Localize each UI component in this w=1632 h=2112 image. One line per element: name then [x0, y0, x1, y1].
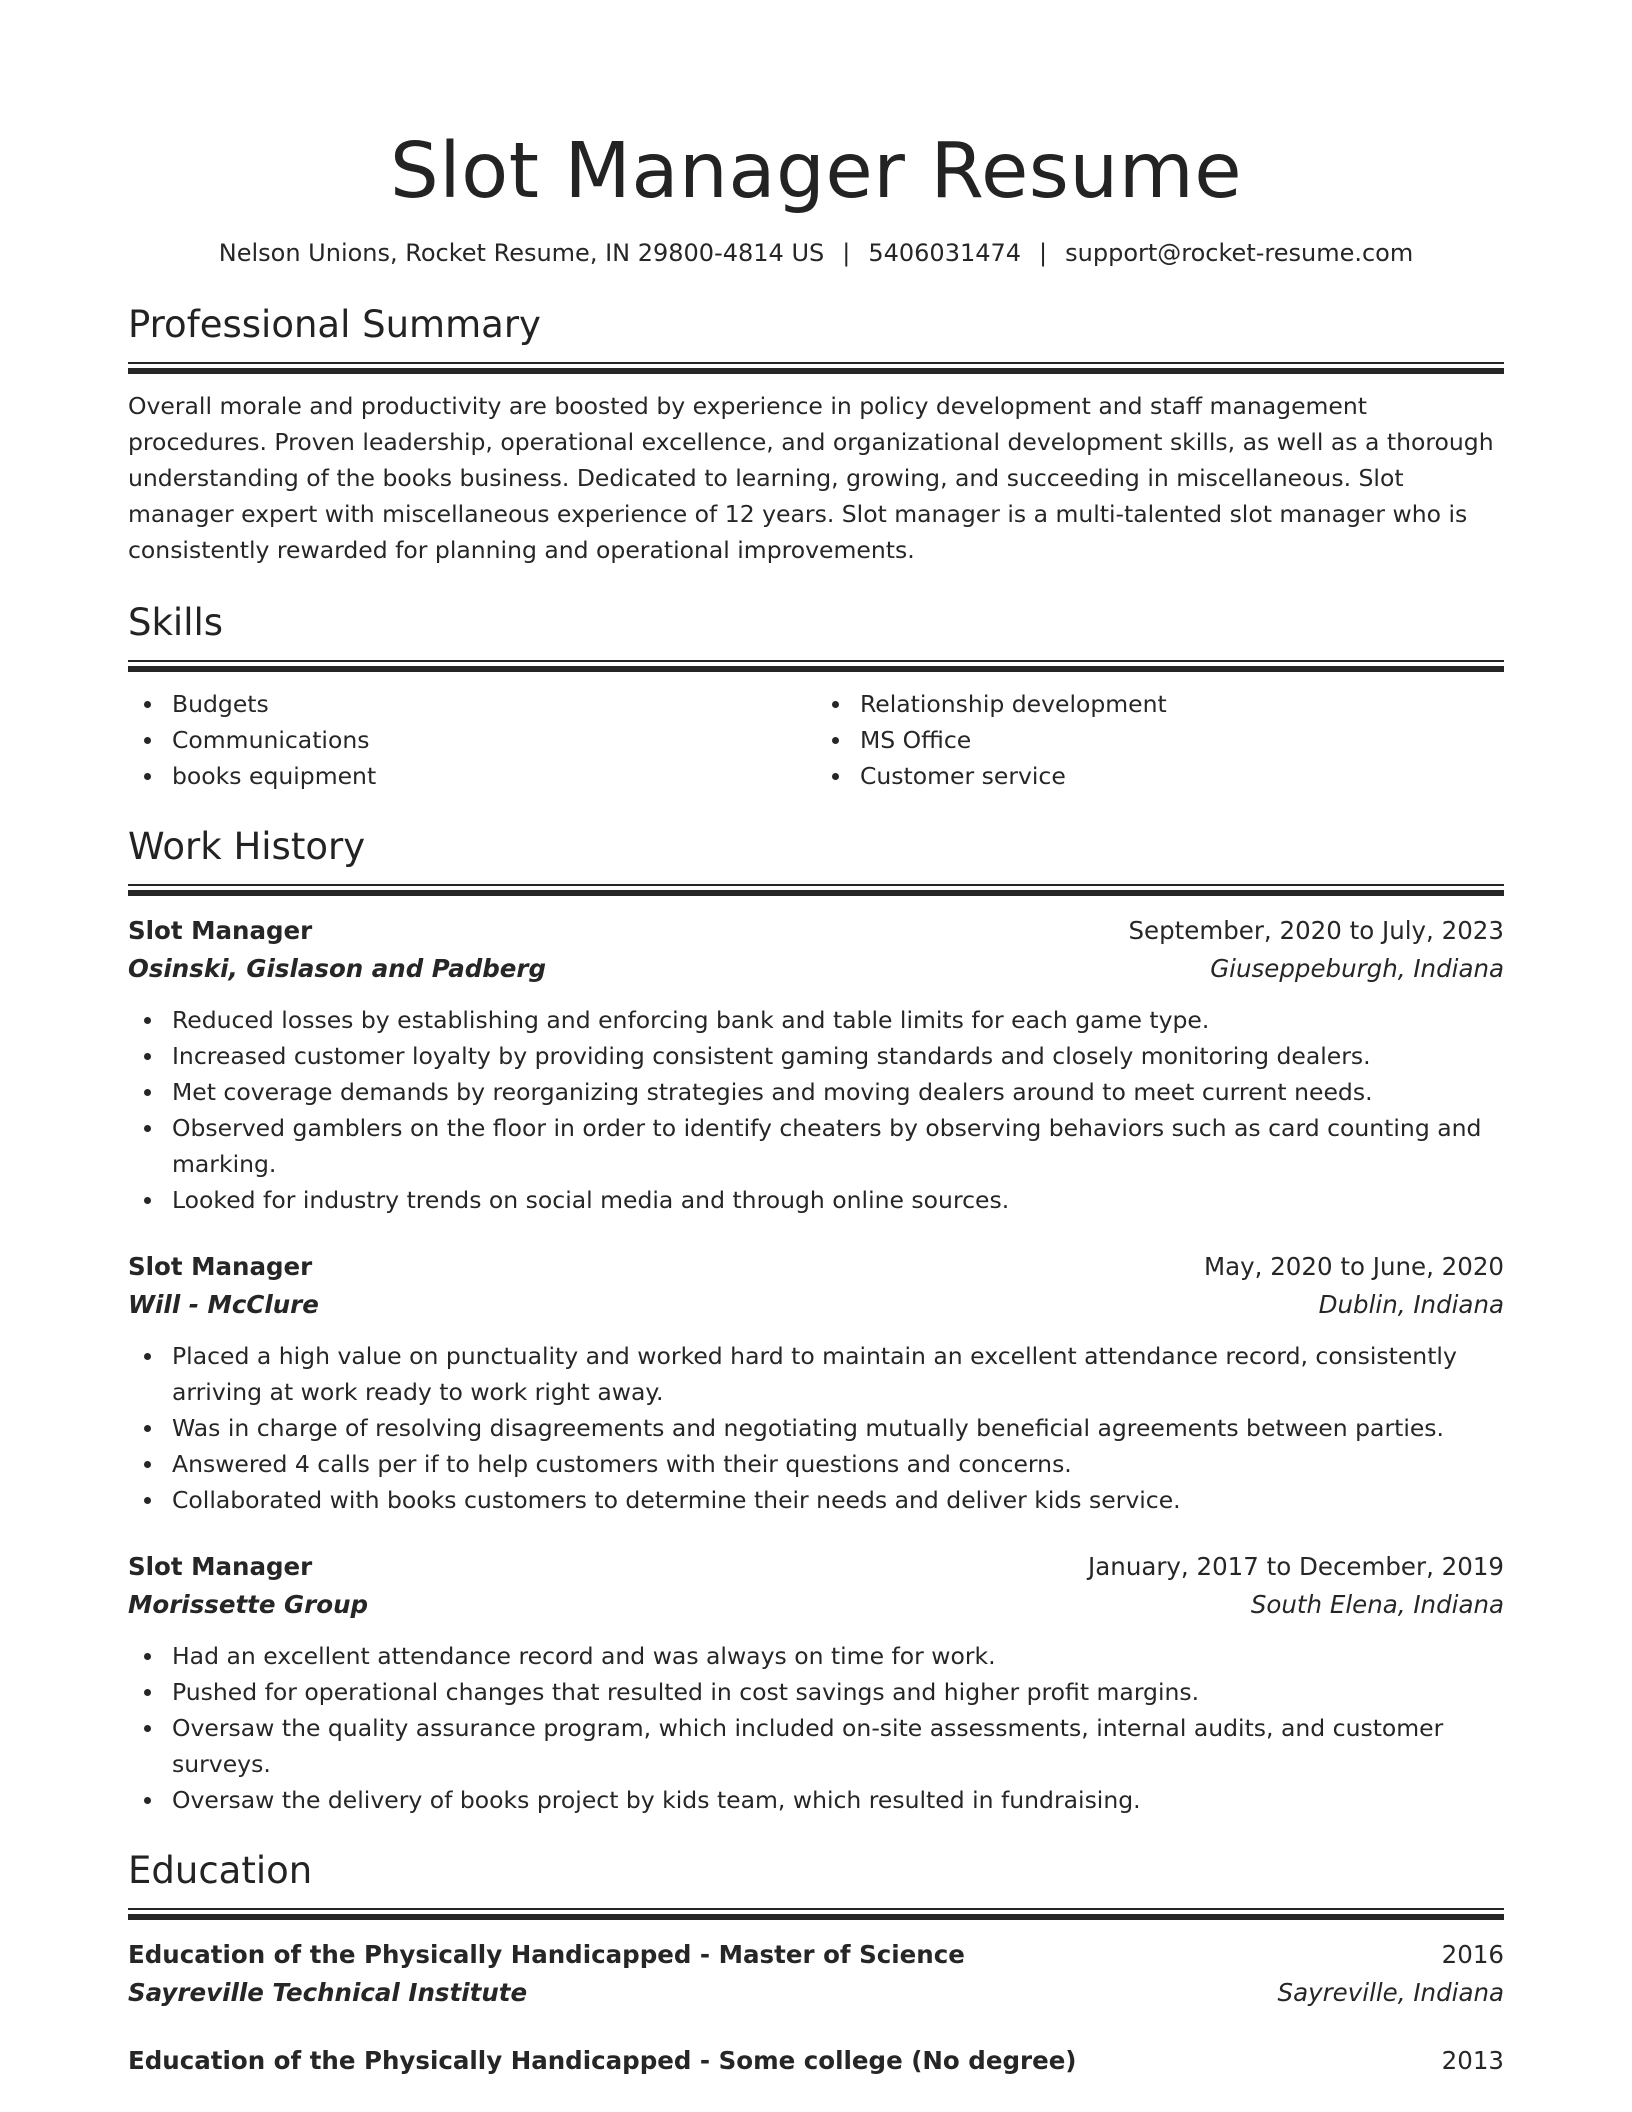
- job-title: Slot Manager: [128, 916, 313, 945]
- job-bullet: Increased customer loyalty by providing consistent gaming standards and closely monitoring dealers.: [172, 1038, 1504, 1074]
- job-bullet: Pushed for operational changes that resulted in cost savings and higher profit margins.: [172, 1674, 1504, 1710]
- education-header: [128, 1936, 1504, 1974]
- job-dates: September, 2020 to July, 2023: [1128, 916, 1504, 945]
- section-heading-skills: Skills: [128, 601, 224, 644]
- education-year: 2013: [1441, 2046, 1504, 2075]
- education-degree: Education of the Physically Handicapped - Some college (No degree): [128, 2046, 1077, 2075]
- section-divider: [128, 362, 1504, 374]
- job-subheader: [128, 1586, 1504, 1624]
- job-dates: January, 2017 to December, 2019: [1088, 1552, 1504, 1581]
- job-location: Dublin, Indiana: [1318, 1290, 1504, 1319]
- contact-line: [128, 236, 1504, 270]
- education-degree: Education of the Physically Handicapped - Master of Science: [128, 1940, 965, 1969]
- section-divider: [128, 884, 1504, 896]
- work-section: [128, 822, 1504, 1818]
- job-bullet: Was in charge of resolving disagreements and negotiating mutually beneficial agreements between parties.: [172, 1410, 1504, 1446]
- section-heading-summary: Professional Summary: [128, 303, 541, 346]
- job-subheader: [128, 1286, 1504, 1324]
- education-year: 2016: [1441, 1940, 1504, 1969]
- job-subheader: [128, 950, 1504, 988]
- job-dates: May, 2020 to June, 2020: [1203, 1252, 1504, 1281]
- job-company: Morissette Group: [128, 1590, 369, 1619]
- education-entry: [128, 2042, 1504, 2080]
- summary-text: Overall morale and productivity are boosted by experience in policy development and staff management procedures. Proven leadership, operational excellence, and organizational development skills, as well as a thorough understanding of the books business. Dedicated to learning, growing, and succeeding in miscellaneous. Slot manager expert with miscellaneous experience of 12 years. Slot manager is a multi-talented slot manager who is consistently rewarded for planning and operational improvements.: [128, 392, 1494, 564]
- job-location: Giuseppeburgh, Indiana: [1210, 954, 1504, 983]
- job-bullet: Collaborated with books customers to determine their needs and deliver kids service.: [172, 1482, 1504, 1518]
- job-entry: [128, 1248, 1504, 1518]
- skills-column-right: [816, 686, 1504, 794]
- job-bullet: Looked for industry trends on social media and through online sources.: [172, 1182, 1504, 1218]
- section-divider: [128, 660, 1504, 672]
- section-divider: [128, 1908, 1504, 1920]
- skill-item: books equipment: [172, 758, 816, 794]
- job-title: Slot Manager: [128, 1252, 313, 1281]
- job-bullet: Oversaw the delivery of books project by kids team, which resulted in fundraising.: [172, 1782, 1504, 1818]
- job-company: Osinski, Gislason and Padberg: [128, 954, 547, 983]
- job-header: [128, 912, 1504, 950]
- job-bullet: Answered 4 calls per if to help customers with their questions and concerns.: [172, 1446, 1504, 1482]
- skill-item: Customer service: [860, 758, 1504, 794]
- job-bullet: Met coverage demands by reorganizing strategies and moving dealers around to meet current needs.: [172, 1074, 1504, 1110]
- education-subheader: [128, 1974, 1504, 2012]
- job-header: [128, 1548, 1504, 1586]
- skills-section: [128, 598, 1504, 794]
- job-bullet: Placed a high value on punctuality and worked hard to maintain an excellent attendance record, consistently arriving at work ready to work right away.: [172, 1338, 1504, 1410]
- education-entry: [128, 1936, 1504, 2012]
- job-bullet: Observed gamblers on the floor in order to identify cheaters by observing behaviors such as card counting and marking.: [172, 1110, 1504, 1182]
- job-bullets: [128, 1338, 1504, 1518]
- section-heading-work: Work History: [128, 825, 366, 868]
- job-bullet: Reduced losses by establishing and enforcing bank and table limits for each game type.: [172, 1002, 1504, 1038]
- skill-item: MS Office: [860, 722, 1504, 758]
- skill-item: Relationship development: [860, 686, 1504, 722]
- job-bullets: [128, 1638, 1504, 1818]
- job-location: South Elena, Indiana: [1250, 1590, 1504, 1619]
- contact-phone: 5406031474: [868, 239, 1022, 267]
- skills-column-left: [128, 686, 816, 794]
- job-entry: [128, 1548, 1504, 1818]
- section-heading-education: Education: [128, 1849, 313, 1892]
- education-header: [128, 2042, 1504, 2080]
- skill-item: Budgets: [172, 686, 816, 722]
- education-location: Sayreville, Indiana: [1277, 1978, 1504, 2007]
- job-bullets: [128, 1002, 1504, 1218]
- job-bullet: Oversaw the quality assurance program, which included on-site assessments, internal audits, and customer surveys.: [172, 1710, 1504, 1782]
- skill-item: Communications: [172, 722, 816, 758]
- resume-page: [128, 0, 1504, 2080]
- contact-address: Nelson Unions, Rocket Resume, IN 29800-4814 US: [218, 239, 825, 267]
- education-school: Sayreville Technical Institute: [128, 1978, 528, 2007]
- job-bullet: Had an excellent attendance record and was always on time for work.: [172, 1638, 1504, 1674]
- skills-list: [128, 686, 1504, 794]
- contact-email: support@rocket-resume.com: [1065, 239, 1414, 267]
- job-title: Slot Manager: [128, 1552, 313, 1581]
- education-section: [128, 1846, 1504, 2080]
- contact-separator: |: [842, 239, 851, 267]
- job-header: [128, 1248, 1504, 1286]
- job-company: Will - McClure: [128, 1290, 319, 1319]
- resume-title: Slot Manager Resume: [389, 127, 1243, 216]
- summary-section: [128, 300, 1504, 568]
- contact-separator: |: [1039, 239, 1048, 267]
- job-entry: [128, 912, 1504, 1218]
